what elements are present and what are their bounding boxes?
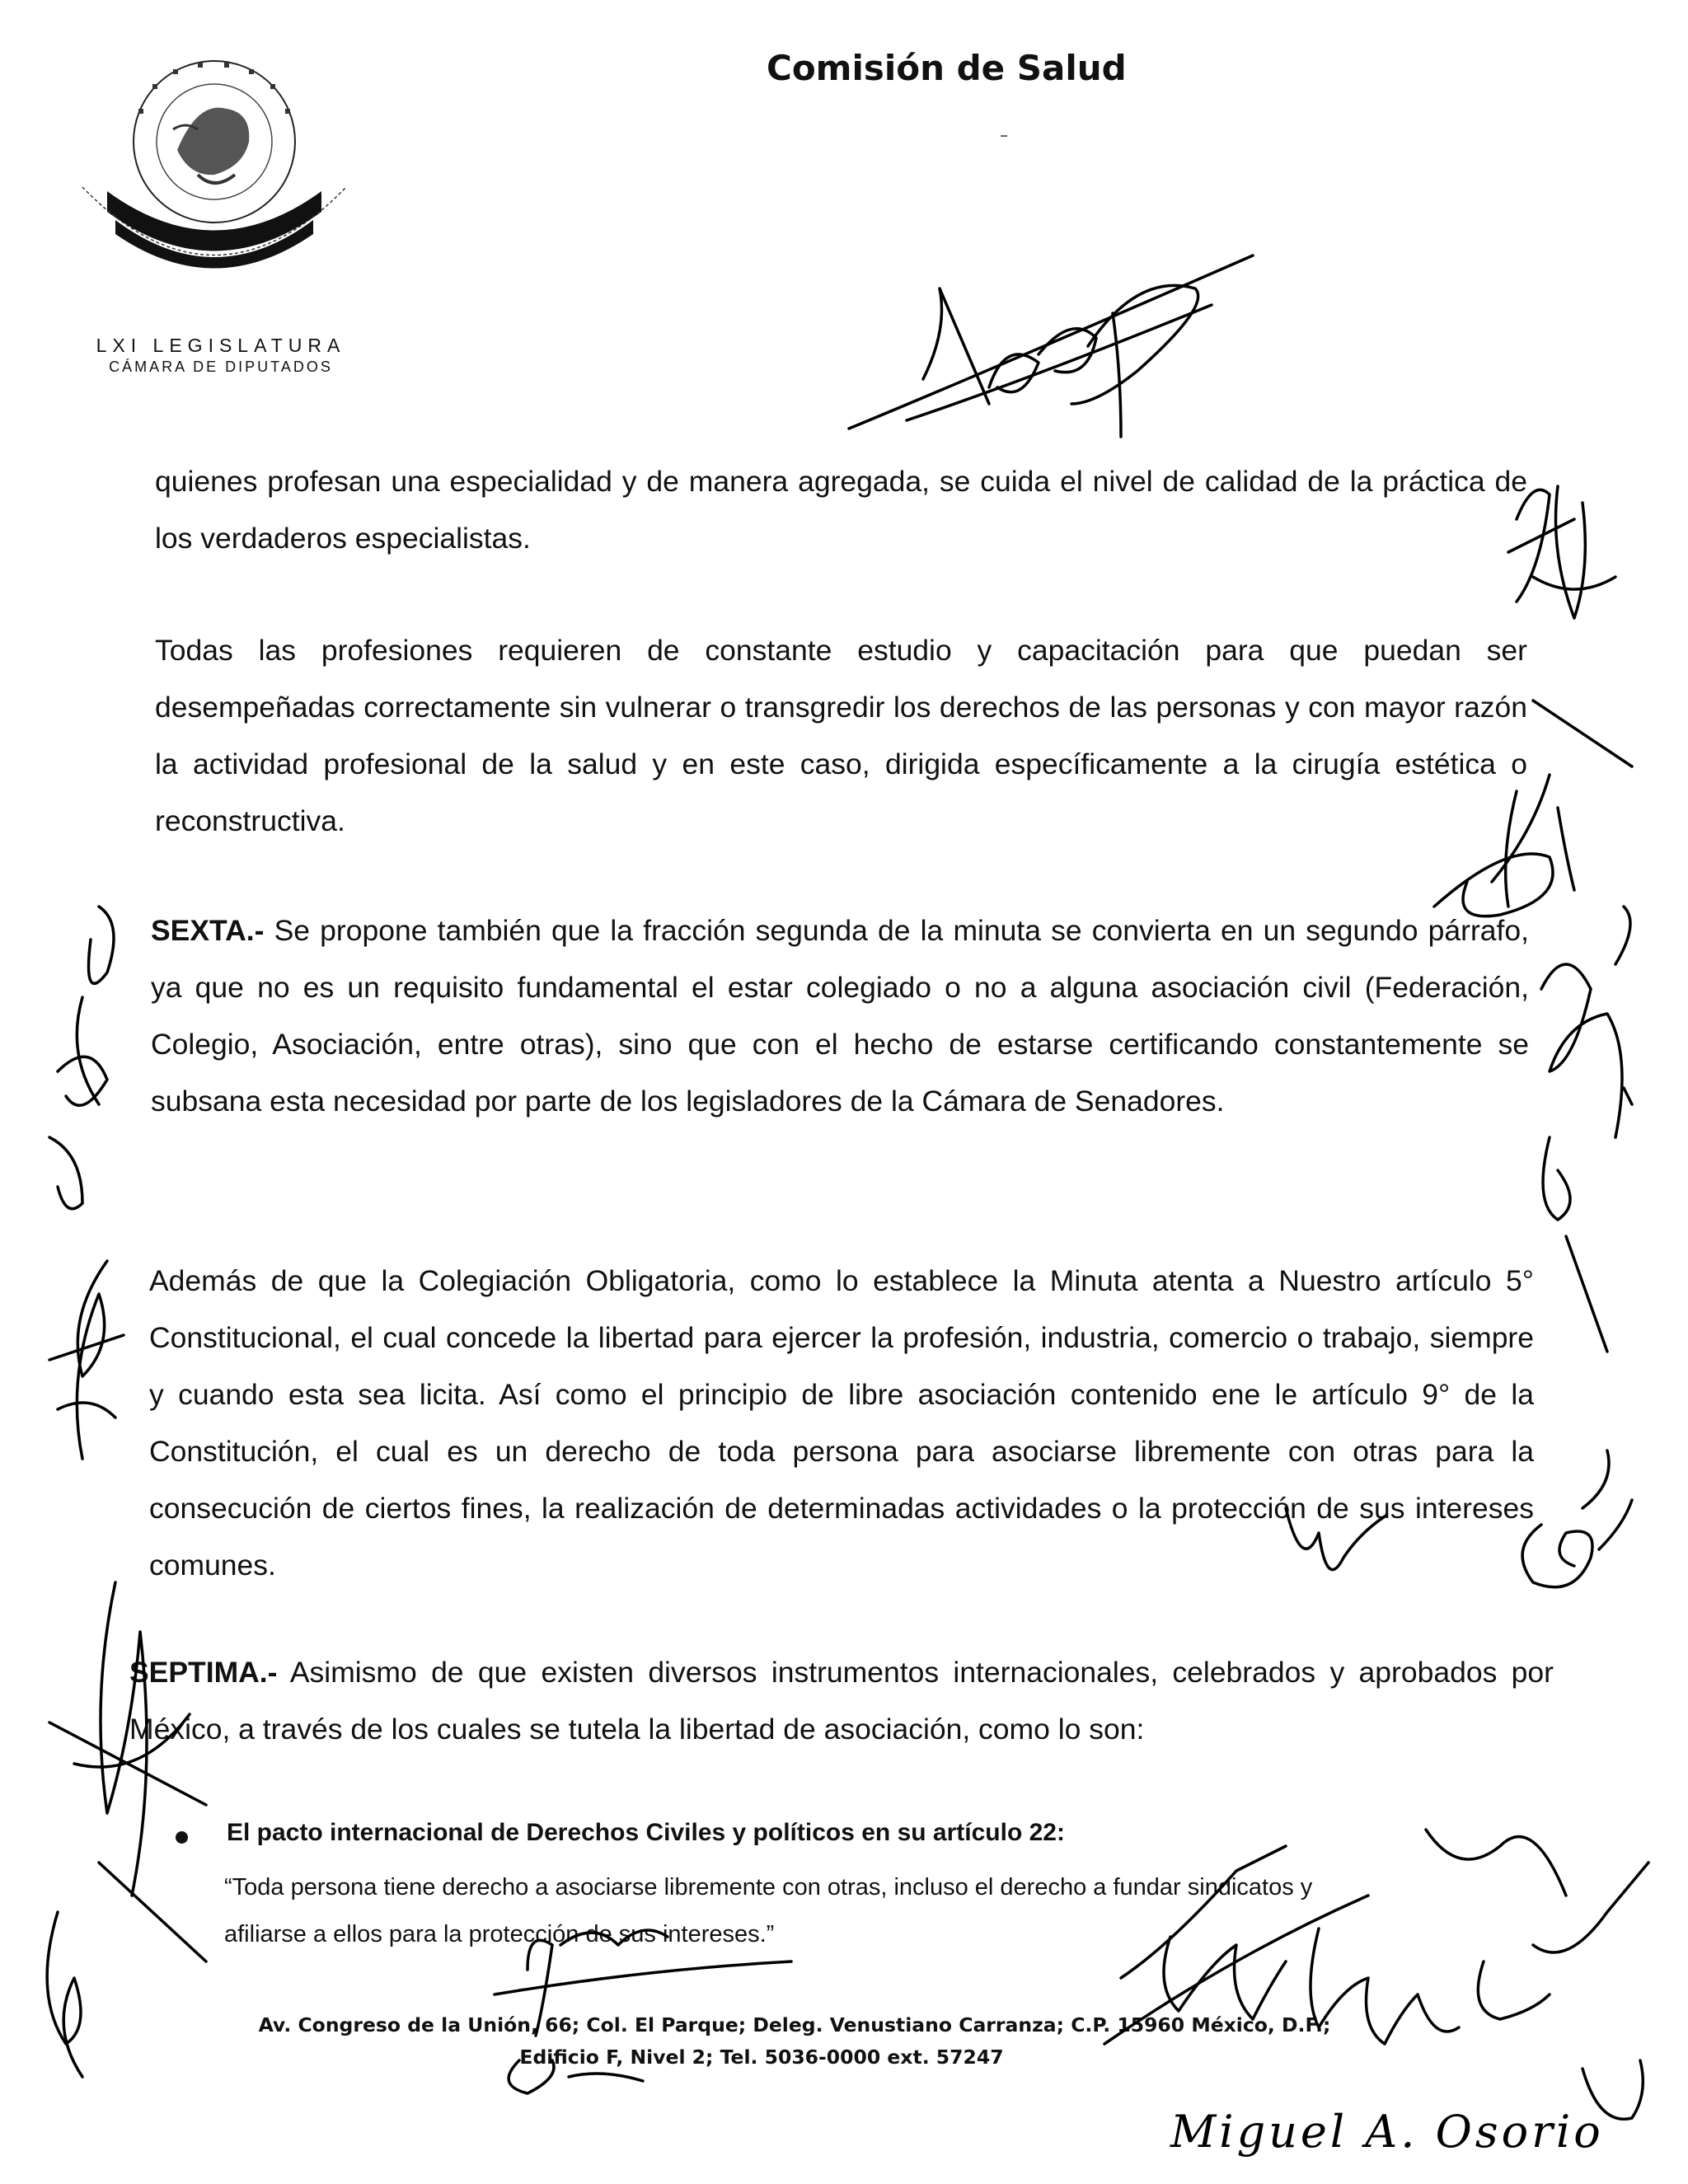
- paragraph-4: Además de que la Colegiación Obligatoria, como lo establece la Minuta atenta a Nuestro artículo 5° Constitucional, el cual concede la libertad para ejercer la profesión, industria, comercio o trabajo, siempre y cuando esta sea licita. Así como el principio de libre asociación contenido ene le artículo 9° de la Constitución, el cual es un derecho de toda persona para asociarse libremente con otras para la consecución de ciertos fines, la realización de determinadas actividades o la protección de sus intereses comunes.: [149, 1264, 1534, 1582]
- footer-address-line-1: Av. Congreso de la Unión, 66; Col. El Parque; Deleg. Venustiano Carranza; C.P. 15960 México, D.F.;: [258, 2013, 1331, 2036]
- mark: [1001, 135, 1007, 137]
- paragraph-septima: [129, 1644, 1554, 1758]
- bullet-quote: “Toda persona tiene derecho a asociarse libremente con otras, incluso el derecho a fundar sindicatos y afiliarse a ellos para la protección de sus intereses.”: [224, 1874, 1313, 1947]
- page-title: Comisión de Salud: [767, 48, 1127, 88]
- mexican-seal-logo: [74, 51, 354, 298]
- chamber-name: CÁMARA DE DIPUTADOS: [109, 359, 333, 375]
- bullet-icon: [176, 1831, 188, 1844]
- sexta-label: SEXTA.-: [151, 914, 265, 947]
- signature-left-2: [33, 1244, 148, 1492]
- sexta-text: Se propone también que la fracción segunda de la minuta se convierta en un segundo párrafo, ya que no es un requisito fundamental el estar colegiado o no a alguna asociación civil (Federación, Colegio, Asociación, entre otras), sino que con el hecho de estarse certificando constantemente se subsana esta necesidad por parte de los legisladores de la Cámara de Senadores.: [151, 914, 1529, 1118]
- handwritten-signature-name: Miguel A. Osorio: [1170, 2106, 1604, 2158]
- paragraph-sexta: [151, 902, 1529, 1130]
- paragraph-1: quienes profesan una especialidad y de manera agregada, se cuida el nivel de calidad de la práctica de los verdaderos especialistas.: [155, 465, 1527, 555]
- septima-label: SEPTIMA.-: [129, 1656, 278, 1689]
- septima-text: Asimismo de que existen diversos instrumentos internacionales, celebrados y aprobados por México, a través de los cuales se tutela la libertad de asociación, como lo son:: [129, 1656, 1554, 1746]
- footer-address-line-2: Edificio F, Nivel 2; Tel. 5036-0000 ext. 57247: [519, 2046, 1004, 2069]
- signature-top: [824, 239, 1286, 478]
- bullet-title: El pacto internacional de Derechos Civiles y políticos en su artículo 22:: [227, 1819, 1065, 1846]
- paragraph-2: Todas las profesiones requieren de constante estudio y capacitación para que puedan ser desempeñadas correctamente sin vulnerar o transgredir los derechos de las personas y con mayor razón la actividad profesional de la salud y en este caso, dirigida específicamente a la cirugía estética o reconstructiva.: [155, 634, 1527, 837]
- signature-right-3: [1517, 890, 1665, 1319]
- signature-left-1: [33, 890, 140, 1236]
- legislature-name: LXI LEGISLATURA: [96, 335, 346, 356]
- legislature-label: [73, 334, 369, 377]
